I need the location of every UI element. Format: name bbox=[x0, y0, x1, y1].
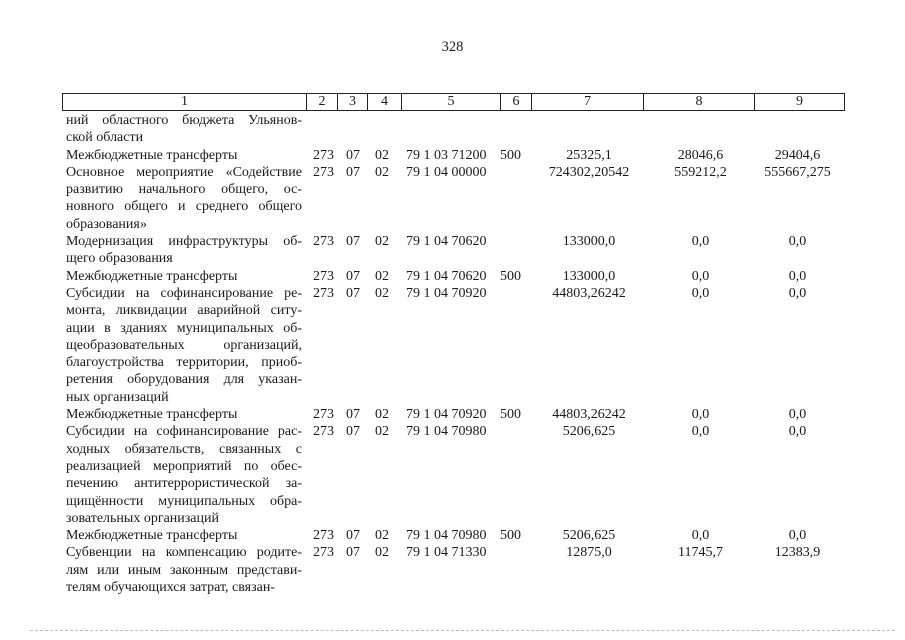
table-row bbox=[0, 233, 905, 268]
row-name-line: новного общего и среднего общего bbox=[66, 199, 302, 215]
cell-c9: 555667,275 bbox=[764, 164, 831, 180]
table-header-row bbox=[62, 93, 845, 111]
row-name-line: Субсидии на софинансирование ре- bbox=[66, 285, 302, 301]
cell-c5: 79 1 04 70980 bbox=[406, 528, 487, 544]
cell-c8: 0,0 bbox=[691, 268, 710, 284]
cell-c4: 02 bbox=[375, 234, 389, 250]
cell-c7: 25325,1 bbox=[566, 147, 612, 163]
header-col-2: 2 bbox=[307, 94, 338, 110]
cell-c7: 44803,26242 bbox=[552, 407, 626, 423]
cell-c5: 79 1 03 71200 bbox=[406, 147, 487, 163]
row-name-line: образования» bbox=[66, 216, 147, 232]
cell-c7: 133000,0 bbox=[562, 268, 616, 284]
row-name-line: Модернизация инфраструктуры об- bbox=[66, 234, 302, 250]
cell-c5: 79 1 04 70920 bbox=[406, 285, 487, 301]
row-name-line: щего образования bbox=[66, 251, 173, 267]
cell-c9: 12383,9 bbox=[774, 545, 821, 561]
cell-c2: 273 bbox=[313, 147, 334, 163]
cell-c4: 02 bbox=[375, 545, 389, 561]
row-name-line: зовательных организаций bbox=[66, 510, 219, 526]
cell-c8: 11745,7 bbox=[678, 545, 723, 561]
row-name-line: развитию начального общего, ос- bbox=[66, 182, 302, 198]
cell-c3: 07 bbox=[346, 528, 360, 544]
table-row bbox=[0, 164, 905, 233]
table-row bbox=[0, 423, 905, 527]
cell-c8: 0,0 bbox=[691, 528, 710, 544]
row-name-line: печению антитеррористической за- bbox=[66, 476, 302, 492]
cell-c2: 273 bbox=[313, 164, 334, 180]
header-col-3: 3 bbox=[338, 94, 368, 110]
cell-c9: 0,0 bbox=[788, 268, 807, 284]
cell-c6: 500 bbox=[500, 407, 521, 423]
row-name-line: Межбюджетные трансферты bbox=[66, 528, 238, 544]
row-name bbox=[66, 285, 302, 406]
row-name-line: телям обучающихся затрат, связан- bbox=[66, 580, 276, 596]
cell-c2: 273 bbox=[313, 424, 334, 440]
cell-c3: 07 bbox=[346, 268, 360, 284]
row-name-line: благоустройства территории, приоб- bbox=[66, 355, 302, 371]
cell-c6: 500 bbox=[500, 268, 521, 284]
cell-c5: 79 1 04 70980 bbox=[406, 424, 487, 440]
row-name-line: щеобразовательных организаций, bbox=[66, 337, 302, 353]
cell-c9: 0,0 bbox=[788, 528, 807, 544]
cell-c2: 273 bbox=[313, 268, 334, 284]
row-name bbox=[66, 164, 302, 233]
cell-c3: 07 bbox=[346, 234, 360, 250]
cell-c7: 5206,625 bbox=[562, 528, 616, 544]
cell-c9: 0,0 bbox=[788, 424, 807, 440]
row-name-line: Субвенции на компенсацию родите- bbox=[66, 545, 302, 561]
row-name-line: Межбюджетные трансферты bbox=[66, 407, 238, 423]
table-row bbox=[0, 285, 905, 406]
cell-c4: 02 bbox=[375, 164, 389, 180]
cell-c2: 273 bbox=[313, 528, 334, 544]
table-row bbox=[0, 112, 905, 147]
header-col-7: 7 bbox=[532, 94, 644, 110]
scan-edge-divider bbox=[30, 630, 895, 634]
cell-c7: 5206,625 bbox=[562, 424, 616, 440]
cell-c7: 44803,26242 bbox=[552, 285, 626, 301]
cell-c8: 0,0 bbox=[691, 285, 710, 301]
header-col-8: 8 bbox=[644, 94, 755, 110]
cell-c4: 02 bbox=[375, 268, 389, 284]
row-name-line: ретения оборудования для указан- bbox=[66, 372, 302, 388]
cell-c2: 273 bbox=[313, 545, 334, 561]
cell-c2: 273 bbox=[313, 234, 334, 250]
table-row bbox=[0, 544, 905, 596]
cell-c9: 29404,6 bbox=[774, 147, 821, 163]
cell-c3: 07 bbox=[346, 407, 360, 423]
row-name-line: Субсидии на софинансирование рас- bbox=[66, 424, 302, 440]
row-name bbox=[66, 544, 302, 596]
cell-c2: 273 bbox=[313, 285, 334, 301]
cell-c8: 28046,6 bbox=[677, 147, 724, 163]
cell-c3: 07 bbox=[346, 164, 360, 180]
row-name-line: ходных обязательств, связанных с bbox=[66, 441, 302, 457]
cell-c4: 02 bbox=[375, 407, 389, 423]
cell-c3: 07 bbox=[346, 285, 360, 301]
cell-c6: 500 bbox=[500, 528, 521, 544]
cell-c5: 79 1 04 70620 bbox=[406, 234, 487, 250]
row-name-line: реализацией мероприятий по обес- bbox=[66, 458, 302, 474]
cell-c7: 724302,20542 bbox=[548, 164, 630, 180]
cell-c3: 07 bbox=[346, 545, 360, 561]
header-col-5: 5 bbox=[402, 94, 501, 110]
cell-c3: 07 bbox=[346, 424, 360, 440]
table-body bbox=[0, 112, 905, 596]
row-name-line: лям или иным законным представи- bbox=[66, 562, 302, 578]
cell-c8: 0,0 bbox=[691, 407, 710, 423]
cell-c4: 02 bbox=[375, 147, 389, 163]
row-name bbox=[66, 268, 302, 285]
cell-c2: 273 bbox=[313, 407, 334, 423]
cell-c7: 133000,0 bbox=[562, 234, 616, 250]
row-name-line: ской области bbox=[66, 130, 144, 146]
header-col-9: 9 bbox=[796, 94, 803, 109]
row-name bbox=[66, 147, 302, 164]
row-name bbox=[66, 527, 302, 544]
row-name bbox=[66, 233, 302, 268]
table-row bbox=[0, 147, 905, 164]
row-name-line: Межбюджетные трансферты bbox=[66, 268, 238, 284]
row-name-line: ных организаций bbox=[66, 389, 169, 405]
row-name bbox=[66, 406, 302, 423]
cell-c4: 02 bbox=[375, 285, 389, 301]
cell-c5: 79 1 04 70620 bbox=[406, 268, 487, 284]
cell-c9: 0,0 bbox=[788, 407, 807, 423]
row-name-line: монта, ликвидации аварийной ситу- bbox=[66, 303, 302, 319]
table-row bbox=[0, 406, 905, 423]
header-col-6: 6 bbox=[501, 94, 532, 110]
cell-c4: 02 bbox=[375, 424, 389, 440]
row-name-line: ации в зданиях муниципальных об- bbox=[66, 320, 302, 336]
table-row bbox=[0, 527, 905, 544]
cell-c3: 07 bbox=[346, 147, 360, 163]
row-name-line: ний областного бюджета Ульянов- bbox=[66, 113, 302, 128]
cell-c8: 559212,2 bbox=[674, 164, 727, 180]
row-name-line: щищённости муниципальных обра- bbox=[66, 493, 302, 509]
cell-c8: 0,0 bbox=[691, 424, 710, 440]
cell-c4: 02 bbox=[375, 528, 389, 544]
cell-c9: 0,0 bbox=[788, 285, 807, 301]
row-name-line: Основное мероприятие «Содействие bbox=[66, 164, 302, 180]
row-name bbox=[66, 112, 302, 147]
header-col-4: 4 bbox=[368, 94, 402, 110]
cell-c5: 79 1 04 00000 bbox=[406, 164, 487, 180]
cell-c8: 0,0 bbox=[691, 234, 710, 250]
row-name bbox=[66, 423, 302, 527]
cell-c7: 12875,0 bbox=[566, 545, 612, 561]
cell-c6: 500 bbox=[500, 147, 521, 163]
cell-c5: 79 1 04 71330 bbox=[406, 545, 487, 561]
table-row bbox=[0, 268, 905, 285]
row-name-line: Межбюджетные трансферты bbox=[66, 147, 238, 163]
page-number: 328 bbox=[441, 39, 464, 55]
cell-c9: 0,0 bbox=[788, 234, 807, 250]
header-col-1: 1 bbox=[63, 94, 307, 110]
cell-c5: 79 1 04 70920 bbox=[406, 407, 487, 423]
